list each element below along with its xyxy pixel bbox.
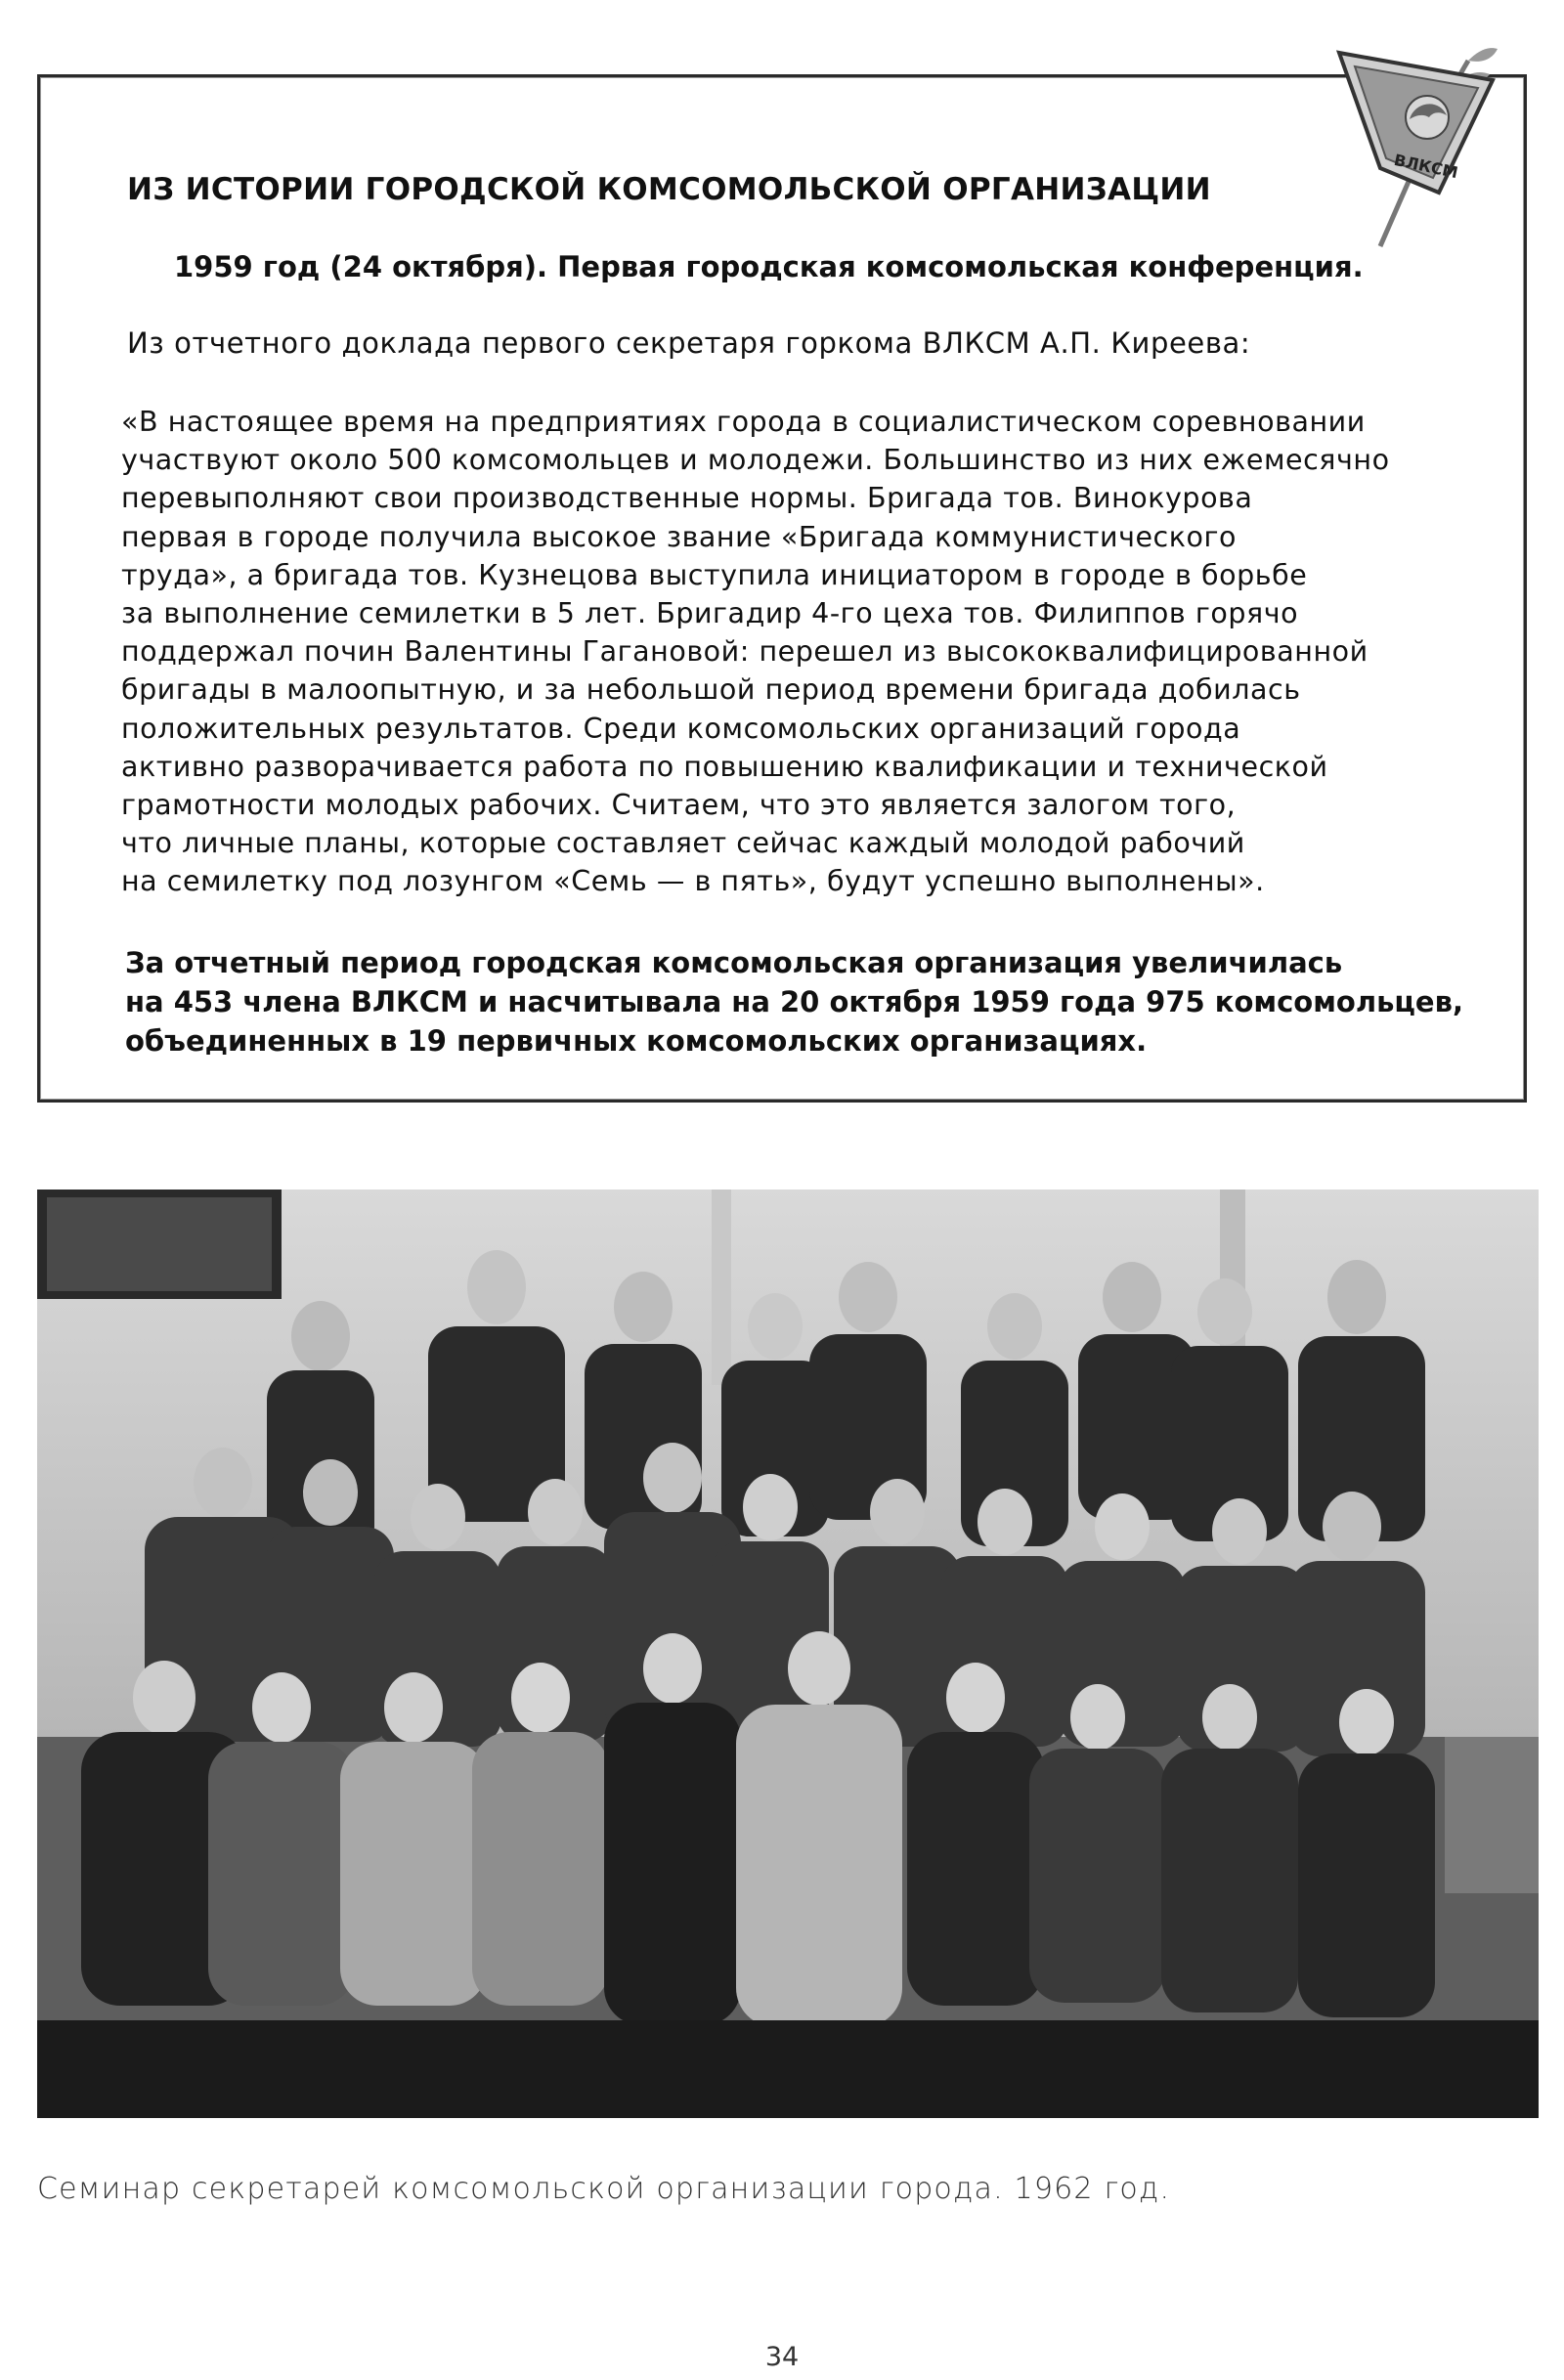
page-number: 34 bbox=[764, 2342, 800, 2372]
summary-line: За отчетный период городская комсомольская организация увеличилась bbox=[125, 946, 1343, 979]
quote-line: перевыполняют свои производственные нормы. Бригада тов. Винокурова bbox=[121, 482, 1253, 515]
group-photo-illustration bbox=[37, 1190, 1539, 2118]
report-intro: Из отчетного доклада первого секретаря горкома ВЛКСМ А.П. Киреева: bbox=[127, 326, 1251, 360]
quote-line: бригады в малоопытную, и за небольшой период времени бригада добилась bbox=[121, 673, 1301, 707]
komsomol-badge-icon bbox=[1322, 22, 1507, 256]
quote-line: участвуют около 500 комсомольцев и молодежи. Большинство из них ежемесячно bbox=[121, 444, 1390, 477]
quote-line: грамотности молодых рабочих. Считаем, что это является залогом того, bbox=[121, 789, 1237, 822]
badge-label: ВЛКСМ bbox=[1392, 150, 1460, 183]
quote-line: положительных результатов. Среди комсомольских организаций города bbox=[121, 712, 1241, 745]
quote-line: активно разворачивается работа по повышению квалификации и технической bbox=[121, 750, 1328, 783]
section-title: ИЗ ИСТОРИИ ГОРОДСКОЙ КОМСОМОЛЬСКОЙ ОРГАНИЗАЦИИ bbox=[127, 172, 1211, 207]
report-quote bbox=[121, 403, 1390, 901]
summary-line: на 453 члена ВЛКСМ и насчитывала на 20 октября 1959 года 975 комсомольцев, bbox=[125, 985, 1463, 1018]
quote-line: за выполнение семилетки в 5 лет. Бригадир 4-го цеха тов. Филиппов горячо bbox=[121, 597, 1299, 630]
summary-line: объединенных в 19 первичных комсомольских организациях. bbox=[125, 1024, 1148, 1058]
group-photo bbox=[37, 1190, 1539, 2118]
summary-paragraph bbox=[125, 943, 1463, 1060]
event-line: 1959 год (24 октября). Первая городская комсомольская конференция. bbox=[174, 250, 1364, 283]
photo-caption: Семинар секретарей комсомольской организации города. 1962 год. bbox=[37, 2172, 1171, 2206]
quote-line: на семилетку под лозунгом «Семь — в пять», будут успешно выполнены». bbox=[121, 865, 1265, 898]
quote-line: что личные планы, которые составляет сейчас каждый молодой рабочий bbox=[121, 827, 1245, 860]
quote-line: труда», а бригада тов. Кузнецова выступила инициатором в городе в борьбе bbox=[121, 558, 1308, 591]
quote-line: поддержал почин Валентины Гагановой: перешел из высококвалифицированной bbox=[121, 635, 1368, 669]
quote-line: «В настоящее время на предприятиях города в социалистическом соревновании bbox=[121, 406, 1366, 438]
quote-line: первая в городе получила высокое звание «Бригада коммунистического bbox=[121, 520, 1238, 553]
